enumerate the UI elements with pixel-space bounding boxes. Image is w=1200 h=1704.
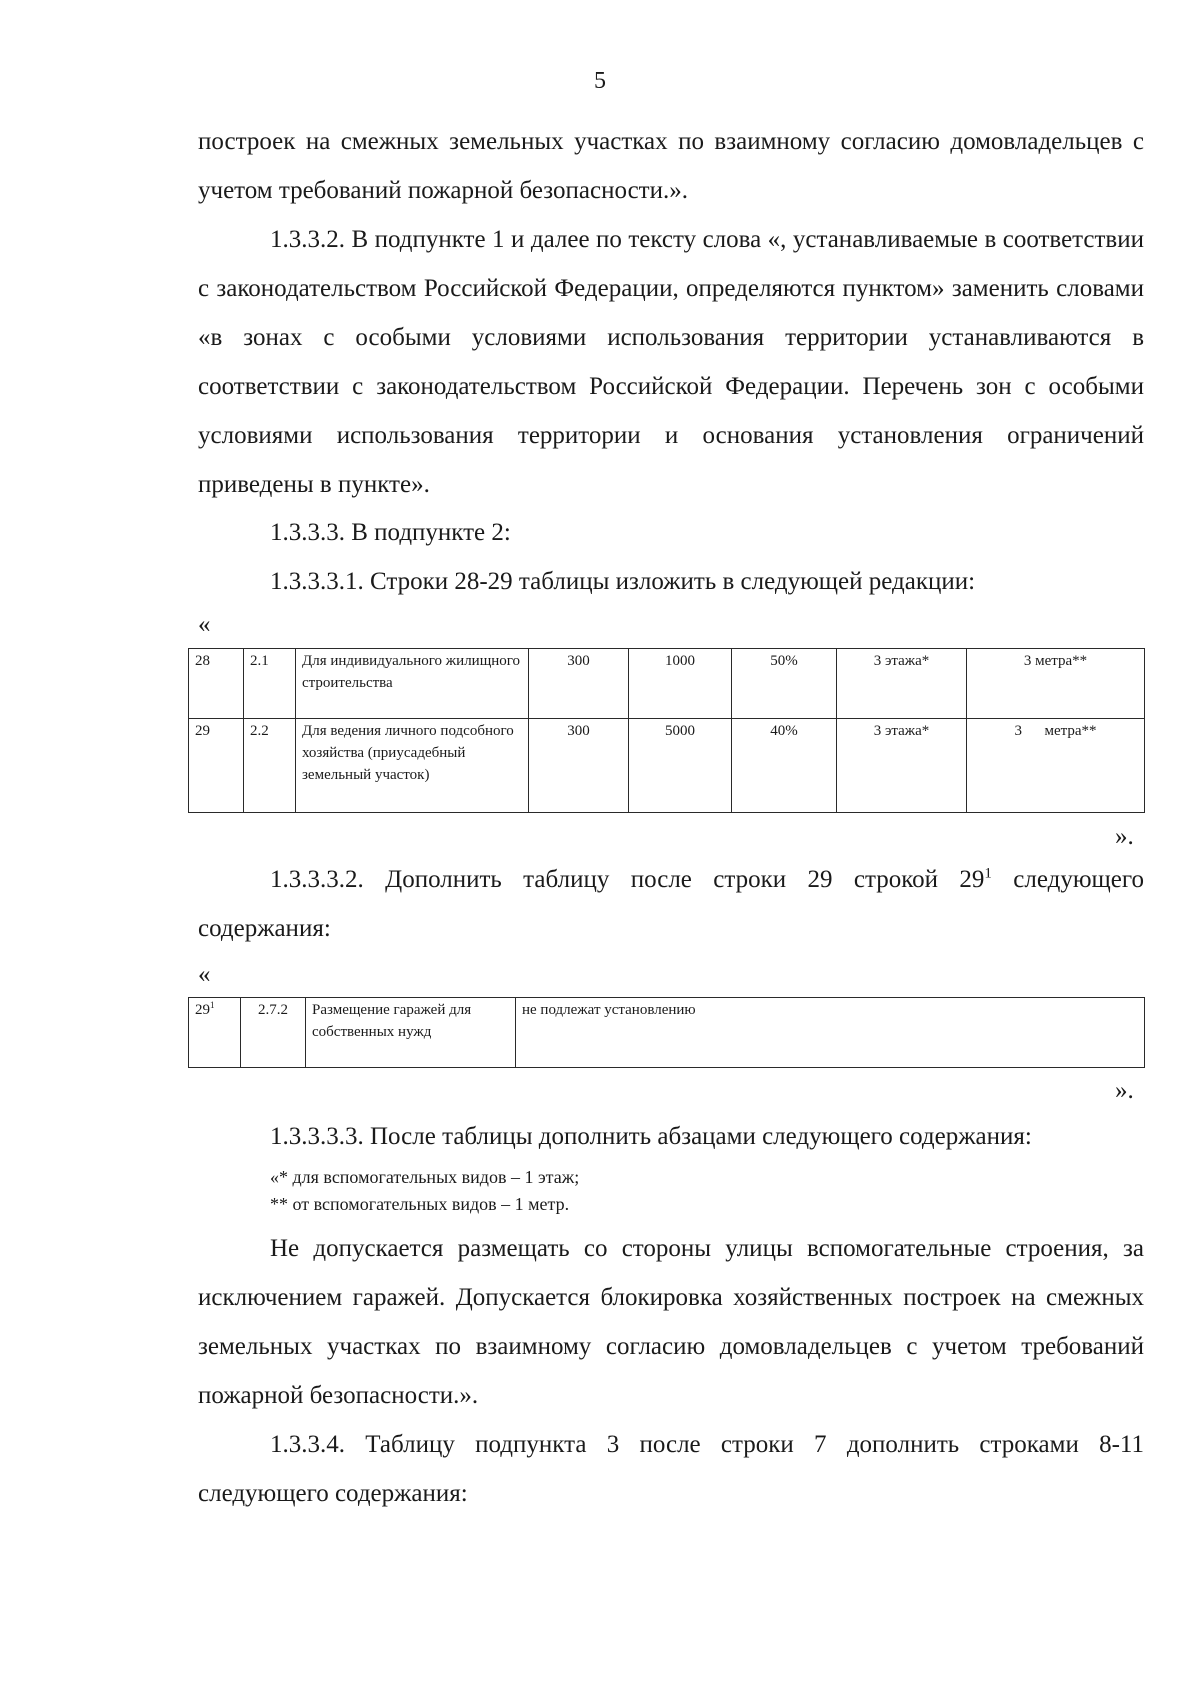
paragraph-1-3-3-4: 1.3.3.4. Таблицу подпункта 3 после строки 7 дополнить строками 8-11 следующего содержания:: [198, 1431, 1144, 1507]
row-percent: 50%: [732, 649, 837, 719]
row-number: 28: [189, 649, 244, 719]
row-floors: 3 этажа*: [837, 649, 967, 719]
paragraph-1-3-3-3: 1.3.3.3. В подпункте 2:: [270, 519, 511, 546]
table-row: [189, 998, 1145, 1068]
row-code: 2.1: [244, 649, 296, 719]
row-code: 2.7.2: [241, 998, 306, 1068]
row-name: Размещение гаражей для собственных нужд: [306, 998, 516, 1068]
row-distance: 3 метра**: [967, 719, 1145, 813]
row-min-area: 300: [529, 719, 629, 813]
table-row-29-1: [188, 997, 1145, 1068]
footnote-floors: «* для вспомогательных видов – 1 этаж;: [270, 1167, 580, 1187]
paragraph-continuation: построек на смежных земельных участках по взаимному согласию домовладельцев с учетом требований пожарной безопасности.».: [198, 128, 1144, 204]
row-number: 29: [189, 719, 244, 813]
table-row: [189, 719, 1145, 813]
row-code: 2.2: [244, 719, 296, 813]
row-number-value: 29: [195, 1002, 210, 1018]
superscript: 1: [210, 1000, 215, 1010]
paragraph-1-3-3-3-3: 1.3.3.3.3. После таблицы дополнить абзацами следующего содержания:: [270, 1123, 1032, 1150]
table1-close-quote: ».: [1115, 823, 1134, 850]
row-max-area: 1000: [629, 649, 732, 719]
footnote-distance: ** от вспомогательных видов – 1 метр.: [270, 1194, 570, 1214]
table1-open-quote: «: [198, 611, 211, 638]
row-floors: 3 этажа*: [837, 719, 967, 813]
paragraph-1-3-3-3-2-text: 1.3.3.3.2. Дополнить таблицу после строки 29 строкой 29: [270, 866, 985, 893]
paragraph-1-3-3-3-2: [198, 855, 1144, 953]
superscript: 1: [984, 865, 992, 882]
row-number: [189, 998, 241, 1068]
row-distance: 3 метра**: [967, 649, 1145, 719]
row-min-area: 300: [529, 649, 629, 719]
table2-close-quote: ».: [1115, 1077, 1134, 1104]
paragraph-1-3-3-3-2-end: следующего содержания:: [198, 866, 1144, 942]
paragraph-not-allowed: Не допускается размещать со стороны улицы вспомогательные строения, за исключением гаражей. Допускается блокировка хозяйственных построек на смежных земельных участках по взаимному согласию домовладельцев с учетом требований пожарной безопасности.».: [198, 1235, 1144, 1409]
table-row: [189, 649, 1145, 719]
row-note: не подлежат установлению: [516, 998, 1145, 1068]
row-name: Для ведения личного подсобного хозяйства (приусадебный земельный участок): [296, 719, 529, 813]
paragraph-1-3-3-3-1: 1.3.3.3.1. Строки 28-29 таблицы изложить в следующей редакции:: [270, 568, 976, 595]
page-number: 5: [594, 68, 606, 94]
table-rows-28-29: [188, 648, 1145, 813]
paragraph-1-3-3-2: 1.3.3.2. В подпункте 1 и далее по тексту слова «, устанавливаемые в соответствии с законодательством Российской Федерации, определяются пунктом» заменить словами «в зонах с особыми условиями использования территории устанавливаются в соответствии с законодательством Российской Федерации. Перечень зон с особыми условиями использования территории и основания установления ограничений приведены в пункте».: [198, 226, 1144, 498]
row-percent: 40%: [732, 719, 837, 813]
row-max-area: 5000: [629, 719, 732, 813]
row-name: Для индивидуального жилищного строительства: [296, 649, 529, 719]
table2-open-quote: «: [198, 961, 211, 988]
